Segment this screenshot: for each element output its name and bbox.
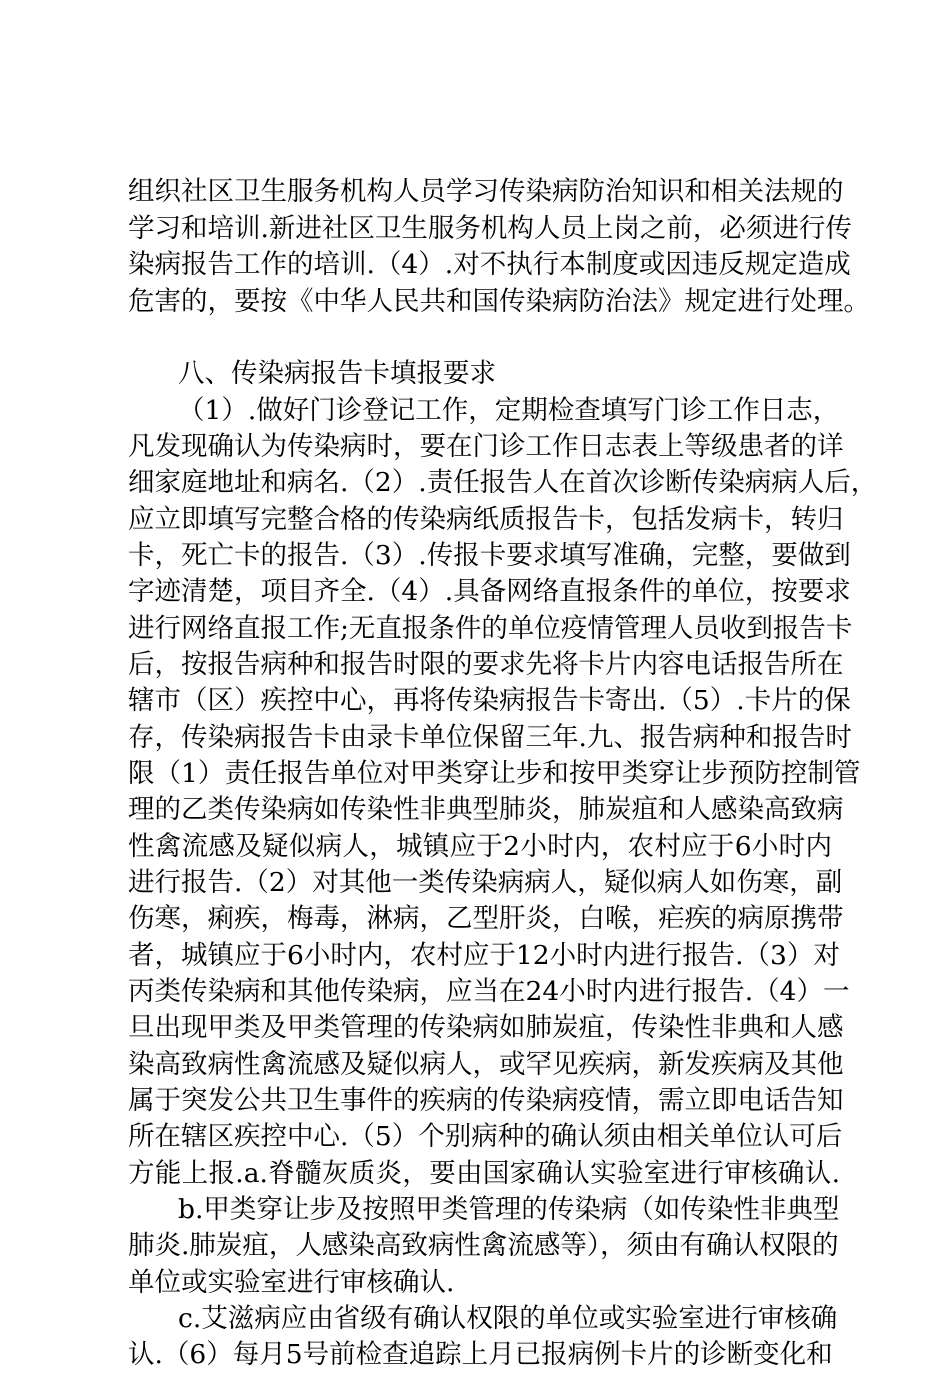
text-line <box>0 502 950 538</box>
text-line <box>0 574 950 610</box>
line-text: 应立即填写完整合格的传染病纸质报告卡，包括发病卡，转归 <box>128 504 844 535</box>
line-text: 肺炎.肺炭疽，人感染高致病性禽流感等），须由有确认权限的 <box>128 1230 839 1261</box>
text-line <box>0 756 950 792</box>
line-text: 丙类传染病和其他传染病，应当在24小时内进行报告.（4）一 <box>128 976 850 1007</box>
line-text: 进行网络直报工作;无直报条件的单位疫情管理人员收到报告卡 <box>128 613 853 644</box>
line-text: 认.（6）每月5号前检查追踪上月已报病例卡片的诊断变化和 <box>128 1339 833 1370</box>
line-text: 方能上报.a.脊髓灰质炎，要由国家确认实验室进行审核确认. <box>128 1158 840 1189</box>
text-line <box>0 1083 950 1119</box>
text-line <box>0 1337 950 1373</box>
line-text: 染高致病性禽流感及疑似病人，或罕见疾病，新发疾病及其他 <box>128 1049 844 1080</box>
line-text: 学习和培训.新进社区卫生服务机构人员上岗之前，必须进行传 <box>128 213 852 244</box>
text-line <box>0 1047 950 1083</box>
line-text: 字迹清楚，项目齐全.（4）.具备网络直报条件的单位，按要求 <box>128 576 851 607</box>
text-line <box>0 1228 950 1264</box>
text-line <box>0 393 950 429</box>
text-line <box>0 647 950 683</box>
text-line <box>0 938 950 974</box>
line-text: 伤寒，痢疾，梅毒，淋病，乙型肝炎，白喉，疟疾的病原携带 <box>128 903 844 934</box>
line-text: 辖市（区）疾控中心，再将传染病报告卡寄出.（5）.卡片的保 <box>128 685 851 716</box>
line-text: 后，按报告病种和报告时限的要求先将卡片内容电话报告所在 <box>128 649 844 680</box>
line-text: 旦出现甲类及甲类管理的传染病如肺炭疽，传染性非典和人感 <box>128 1012 844 1043</box>
text-line <box>0 174 950 210</box>
line-text: 限（1）责任报告单位对甲类穿让步和按甲类穿让步预防控制管 <box>128 758 861 789</box>
text-line <box>0 465 950 501</box>
text-line <box>0 974 950 1010</box>
line-text: 存，传染病报告卡由录卡单位保留三年.九、报告病种和报告时 <box>128 722 852 753</box>
text-line <box>0 829 950 865</box>
line-text: 卡，死亡卡的报告.（3）.传报卡要求填写准确，完整，要做到 <box>128 540 851 571</box>
text-line <box>0 247 950 283</box>
text-line <box>0 1301 950 1337</box>
line-text: 凡发现确认为传染病时，要在门诊工作日志表上等级患者的详 <box>128 431 844 462</box>
line-text: b.甲类穿让步及按照甲类管理的传染病（如传染性非典型 <box>178 1194 840 1225</box>
text-line <box>0 1010 950 1046</box>
line-text: 单位或实验室进行审核确认. <box>128 1267 455 1298</box>
line-text: c.艾滋病应由省级有确认权限的单位或实验室进行审核确 <box>178 1303 838 1334</box>
text-line <box>0 611 950 647</box>
section-heading <box>0 356 950 392</box>
line-text: 进行报告.（2）对其他一类传染病病人，疑似病人如伤寒，副 <box>128 867 843 898</box>
line-text: 染病报告工作的培训.（4）.对不执行本制度或因违反规定造成 <box>128 249 851 280</box>
line-text: 所在辖区疾控中心.（5）个别病种的确认须由相关单位认可后 <box>128 1121 843 1152</box>
line-text: 理的乙类传染病如传染性非典型肺炎，肺炭疽和人感染高致病 <box>128 794 844 825</box>
line-text: 危害的，要按《中华人民共和国传染病防治法》规定进行处理。 <box>128 286 870 317</box>
text-line <box>0 1119 950 1155</box>
heading-text: 八、传染病报告卡填报要求 <box>178 358 496 389</box>
text-line <box>0 211 950 247</box>
text-line <box>0 429 950 465</box>
text-line <box>0 538 950 574</box>
text-line <box>0 1265 950 1301</box>
line-text: 属于突发公共卫生事件的疾病的传染病疫情，需立即电话告知 <box>128 1085 844 1116</box>
text-line <box>0 683 950 719</box>
text-line <box>0 901 950 937</box>
text-line <box>0 1156 950 1192</box>
text-line <box>0 865 950 901</box>
line-text: 细家庭地址和病名.（2）.责任报告人在首次诊断传染病病人后， <box>128 467 878 498</box>
text-line <box>0 284 950 320</box>
line-text: 者，城镇应于6小时内，农村应于12小时内进行报告.（3）对 <box>128 940 840 971</box>
text-line <box>0 792 950 828</box>
text-line <box>0 1192 950 1228</box>
line-text: （1）.做好门诊登记工作，定期检查填写门诊工作日志， <box>178 395 840 426</box>
text-line <box>0 720 950 756</box>
line-text: 组织社区卫生服务机构人员学习传染病防治知识和相关法规的 <box>128 176 844 207</box>
line-text: 性禽流感及疑似病人，城镇应于2小时内，农村应于6小时内 <box>128 831 832 862</box>
